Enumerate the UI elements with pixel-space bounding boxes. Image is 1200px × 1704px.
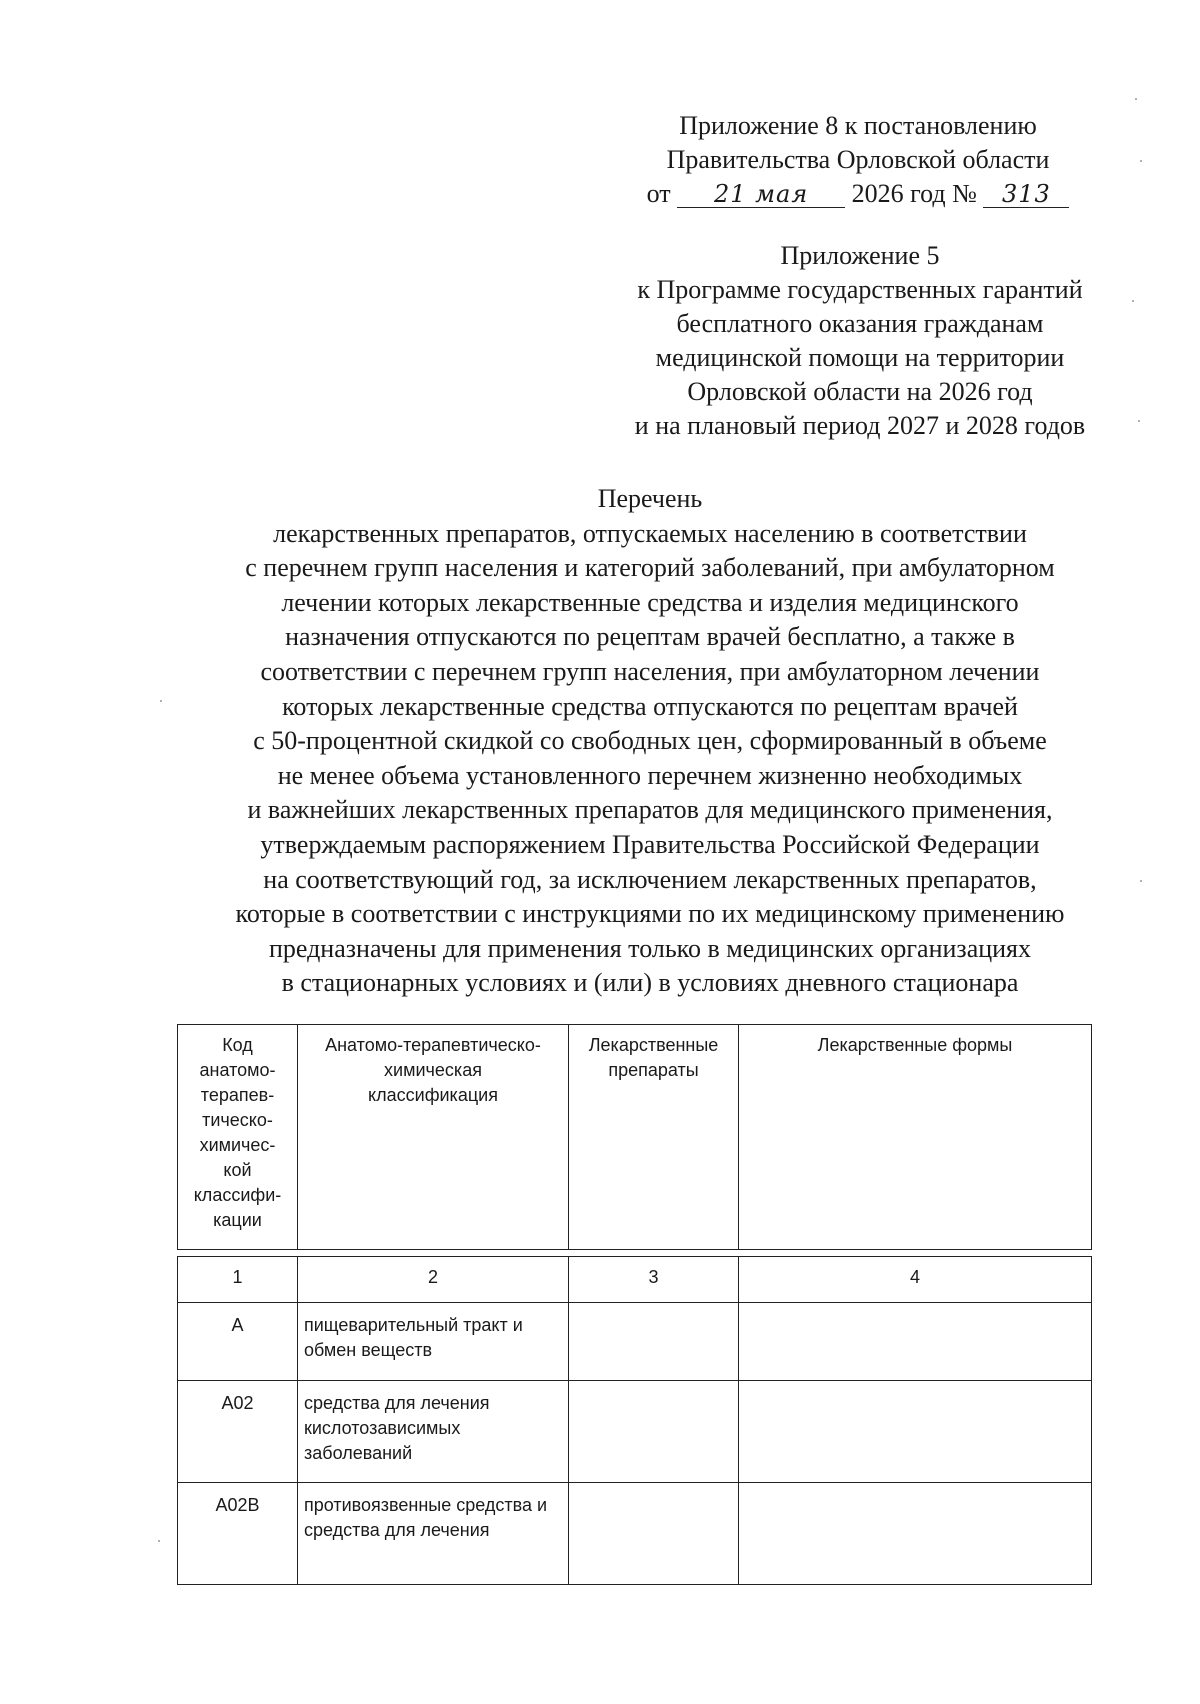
column-number-row <box>178 1257 1092 1303</box>
scan-speck <box>1135 98 1137 100</box>
header-atc-code: Код анатомо- терапев- тическо- химичес- кой классифи- кации <box>178 1025 298 1250</box>
document-title <box>180 482 1120 1001</box>
drugs-cell <box>569 1381 739 1483</box>
title-line: предназначены для применения только в медицинских организациях <box>268 933 1032 963</box>
classification-cell: пищеварительный тракт и обмен веществ <box>298 1303 569 1381</box>
scan-speck <box>160 700 162 702</box>
title-line: и важнейших лекарственных препаратов для медицинского применения, <box>247 795 1053 825</box>
column-number: 1 <box>178 1257 298 1303</box>
title-heading: Перечень <box>597 484 703 513</box>
atc-code-cell: A02 <box>178 1381 298 1483</box>
header-dosage-forms: Лекарственные формы <box>739 1025 1092 1250</box>
classification-cell: средства для лечения кислотозависимых заболеваний <box>298 1381 569 1483</box>
title-line: на соответствующий год, за исключением лекарственных препаратов, <box>263 864 1037 894</box>
drugs-cell <box>569 1303 739 1381</box>
annex-5-line-2: к Программе государственных гарантий <box>637 275 1083 304</box>
title-line: которых лекарственные средства отпускаются по рецептам врачей <box>282 691 1018 721</box>
table-row <box>178 1303 1092 1381</box>
classification-cell: противоязвенные средства и средства для лечения <box>298 1483 569 1585</box>
annex-5-line-5: Орловской области на 2026 год <box>687 377 1033 406</box>
annex-5-line-6: и на плановый период 2027 и 2028 годов <box>634 411 1086 440</box>
annex-5-line-4: медицинской помощи на территории <box>655 343 1065 372</box>
annex-5-line-1: Приложение 5 <box>780 241 940 270</box>
table-header-row <box>178 1025 1092 1250</box>
year-text: 2026 год № <box>851 179 977 208</box>
title-line: с 50-процентной скидкой со свободных цен, сформированный в объеме <box>253 726 1047 756</box>
drugs-cell <box>569 1483 739 1585</box>
header-gap <box>178 1250 1092 1257</box>
title-line: лечении которых лекарственные средства и изделия медицинского <box>281 587 1019 617</box>
annex-8-reference <box>628 109 1088 211</box>
title-line: утверждаемым распоряжением Правительства Российской Федерации <box>260 829 1040 859</box>
table-row <box>178 1381 1092 1483</box>
scan-speck <box>158 1540 160 1542</box>
forms-cell <box>739 1303 1092 1381</box>
atc-code-cell: A <box>178 1303 298 1381</box>
annex-8-date-line <box>628 177 1088 211</box>
header-drugs: Лекарственные препараты <box>569 1025 739 1250</box>
annex-8-line-1: Приложение 8 к постановлению <box>679 111 1037 140</box>
forms-cell <box>739 1483 1092 1585</box>
column-number: 3 <box>569 1257 739 1303</box>
date-prefix: от <box>646 179 671 208</box>
drug-list-table <box>177 1024 1092 1585</box>
title-line: соответствии с перечнем групп населения, при амбулаторном лечении <box>260 656 1040 686</box>
annex-5-line-3: бесплатного оказания гражданам <box>676 309 1044 338</box>
atc-code-cell: A02B <box>178 1483 298 1585</box>
column-number: 2 <box>298 1257 569 1303</box>
title-line: не менее объема установленного перечнем жизненно необходимых <box>277 760 1023 790</box>
forms-cell <box>739 1381 1092 1483</box>
title-line: которые в соответствии с инструкциями по их медицинскому применению <box>235 899 1065 929</box>
title-line: с перечнем групп населения и категорий заболеваний, при амбулаторном <box>245 553 1055 583</box>
scan-speck <box>1138 420 1140 422</box>
title-line: в стационарных условиях и (или) в условиях дневного стационара <box>281 968 1019 998</box>
handwritten-number: 313 <box>983 181 1069 208</box>
handwritten-date: 21 мая <box>677 181 845 208</box>
annex-8-line-2: Правительства Орловской области <box>666 145 1050 174</box>
scan-speck <box>1140 880 1142 882</box>
scan-speck <box>1140 160 1142 162</box>
column-number: 4 <box>739 1257 1092 1303</box>
table-row <box>178 1483 1092 1585</box>
annex-5-reference <box>600 239 1120 443</box>
scan-speck <box>1132 300 1134 302</box>
title-line: лекарственных препаратов, отпускаемых населению в соответствии <box>273 518 1027 548</box>
title-line: назначения отпускаются по рецептам врачей бесплатно, а также в <box>285 622 1015 652</box>
header-atc-classification: Анатомо-терапевтическо- химическая классификация <box>298 1025 569 1250</box>
